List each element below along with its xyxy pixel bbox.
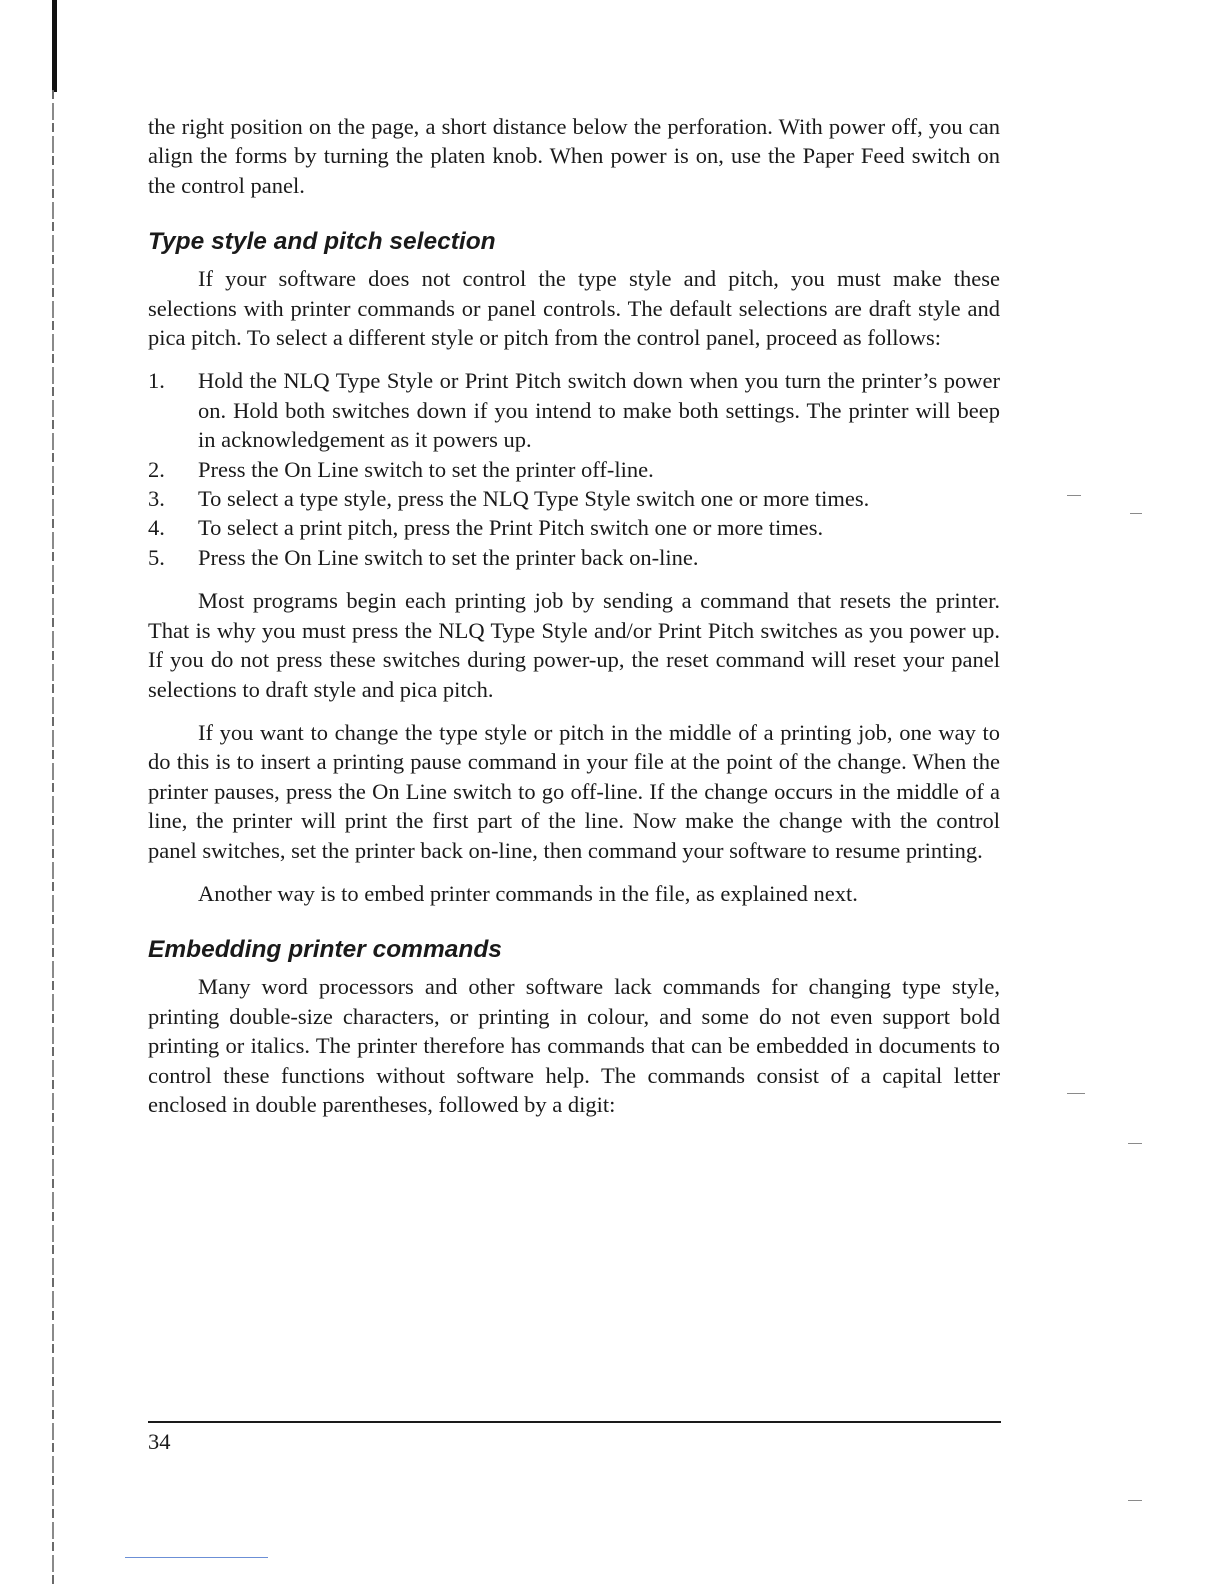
- step-number: 2.: [148, 456, 165, 482]
- step-text: To select a print pitch, press the Print Pitch switch one or more times.: [198, 515, 824, 541]
- step-number: 5.: [148, 544, 165, 570]
- list-item: [148, 366, 1000, 454]
- step-number: 3.: [148, 486, 165, 512]
- step-text: Press the On Line switch to set the printer off-line.: [198, 456, 654, 482]
- page-content: [148, 112, 1000, 1119]
- margin-mark: [1128, 1143, 1142, 1144]
- margin-mark: [1067, 1093, 1085, 1094]
- footer-rule: [148, 1421, 1001, 1423]
- step-text: Hold the NLQ Type Style or Print Pitch switch down when you turn the printer’s power on. Hold both switches down if you intend to make both settings. The printer will beep in acknowledgement as it powers up.: [198, 368, 1000, 453]
- list-item: [148, 455, 1000, 484]
- section-heading-embedding: Embedding printer commands: [148, 936, 502, 964]
- list-item: [148, 513, 1000, 542]
- step-text: To select a type style, press the NLQ Type Style switch one or more times.: [198, 486, 870, 512]
- body-paragraph: If you want to change the type style or pitch in the middle of a printing job, one way to do this is to insert a printing pause command in your file at the point of the change. When the printer pauses, press the On Line switch to go off-line. If the change occurs in the middle of a line, the printer will print the first part of the line. Now make the change with the control panel switches, set the printer back on-line, then command your software to resume printing.: [148, 719, 1000, 863]
- list-item: [148, 484, 1000, 513]
- type-style-lead-paragraph: If your software does not control the type style and pitch, you must make these selections with printer commands or panel controls. The default selections are draft style and pica pitch. To select a different style or pitch from the control panel, proceed as follows:: [148, 266, 1000, 351]
- step-text: Press the On Line switch to set the printer back on-line.: [198, 544, 699, 570]
- binding-edge-top: [52, 0, 57, 92]
- embedding-paragraph: Many word processors and other software lack commands for changing type style, printing double-size characters, or printing in colour, and some do not even support bold printing or italics. The printer therefore has commands that can be embedded in documents to control these functions without software help. The commands consist of a capital letter enclosed in double parentheses, followed by a digit:: [148, 974, 1000, 1117]
- body-paragraph: Another way is to embed printer commands in the file, as explained next.: [198, 880, 858, 906]
- step-number: 1.: [148, 368, 165, 394]
- margin-mark: [1067, 495, 1081, 496]
- steps-list: [148, 366, 1000, 572]
- binding-edge: [52, 90, 54, 1584]
- step-number: 4.: [148, 515, 165, 541]
- section-heading-type-style: Type style and pitch selection: [148, 228, 496, 256]
- scan-edge-line: [125, 1557, 268, 1558]
- margin-mark: [1130, 513, 1142, 514]
- body-paragraph: Most programs begin each printing job by sending a command that resets the printer. That is why you must press the NLQ Type Style and/or Print Pitch switches as you power up. If you do not press these switches during power-up, the reset command will reset your panel selections to draft style and pica pitch.: [148, 588, 1000, 702]
- intro-paragraph: the right position on the page, a short distance below the perforation. With power off, you can align the forms by turning the platen knob. When power is on, use the Paper Feed switch on the control panel.: [148, 114, 1000, 198]
- margin-mark: [1128, 1500, 1142, 1501]
- page-number: 34: [148, 1429, 171, 1454]
- list-item: [148, 543, 1000, 572]
